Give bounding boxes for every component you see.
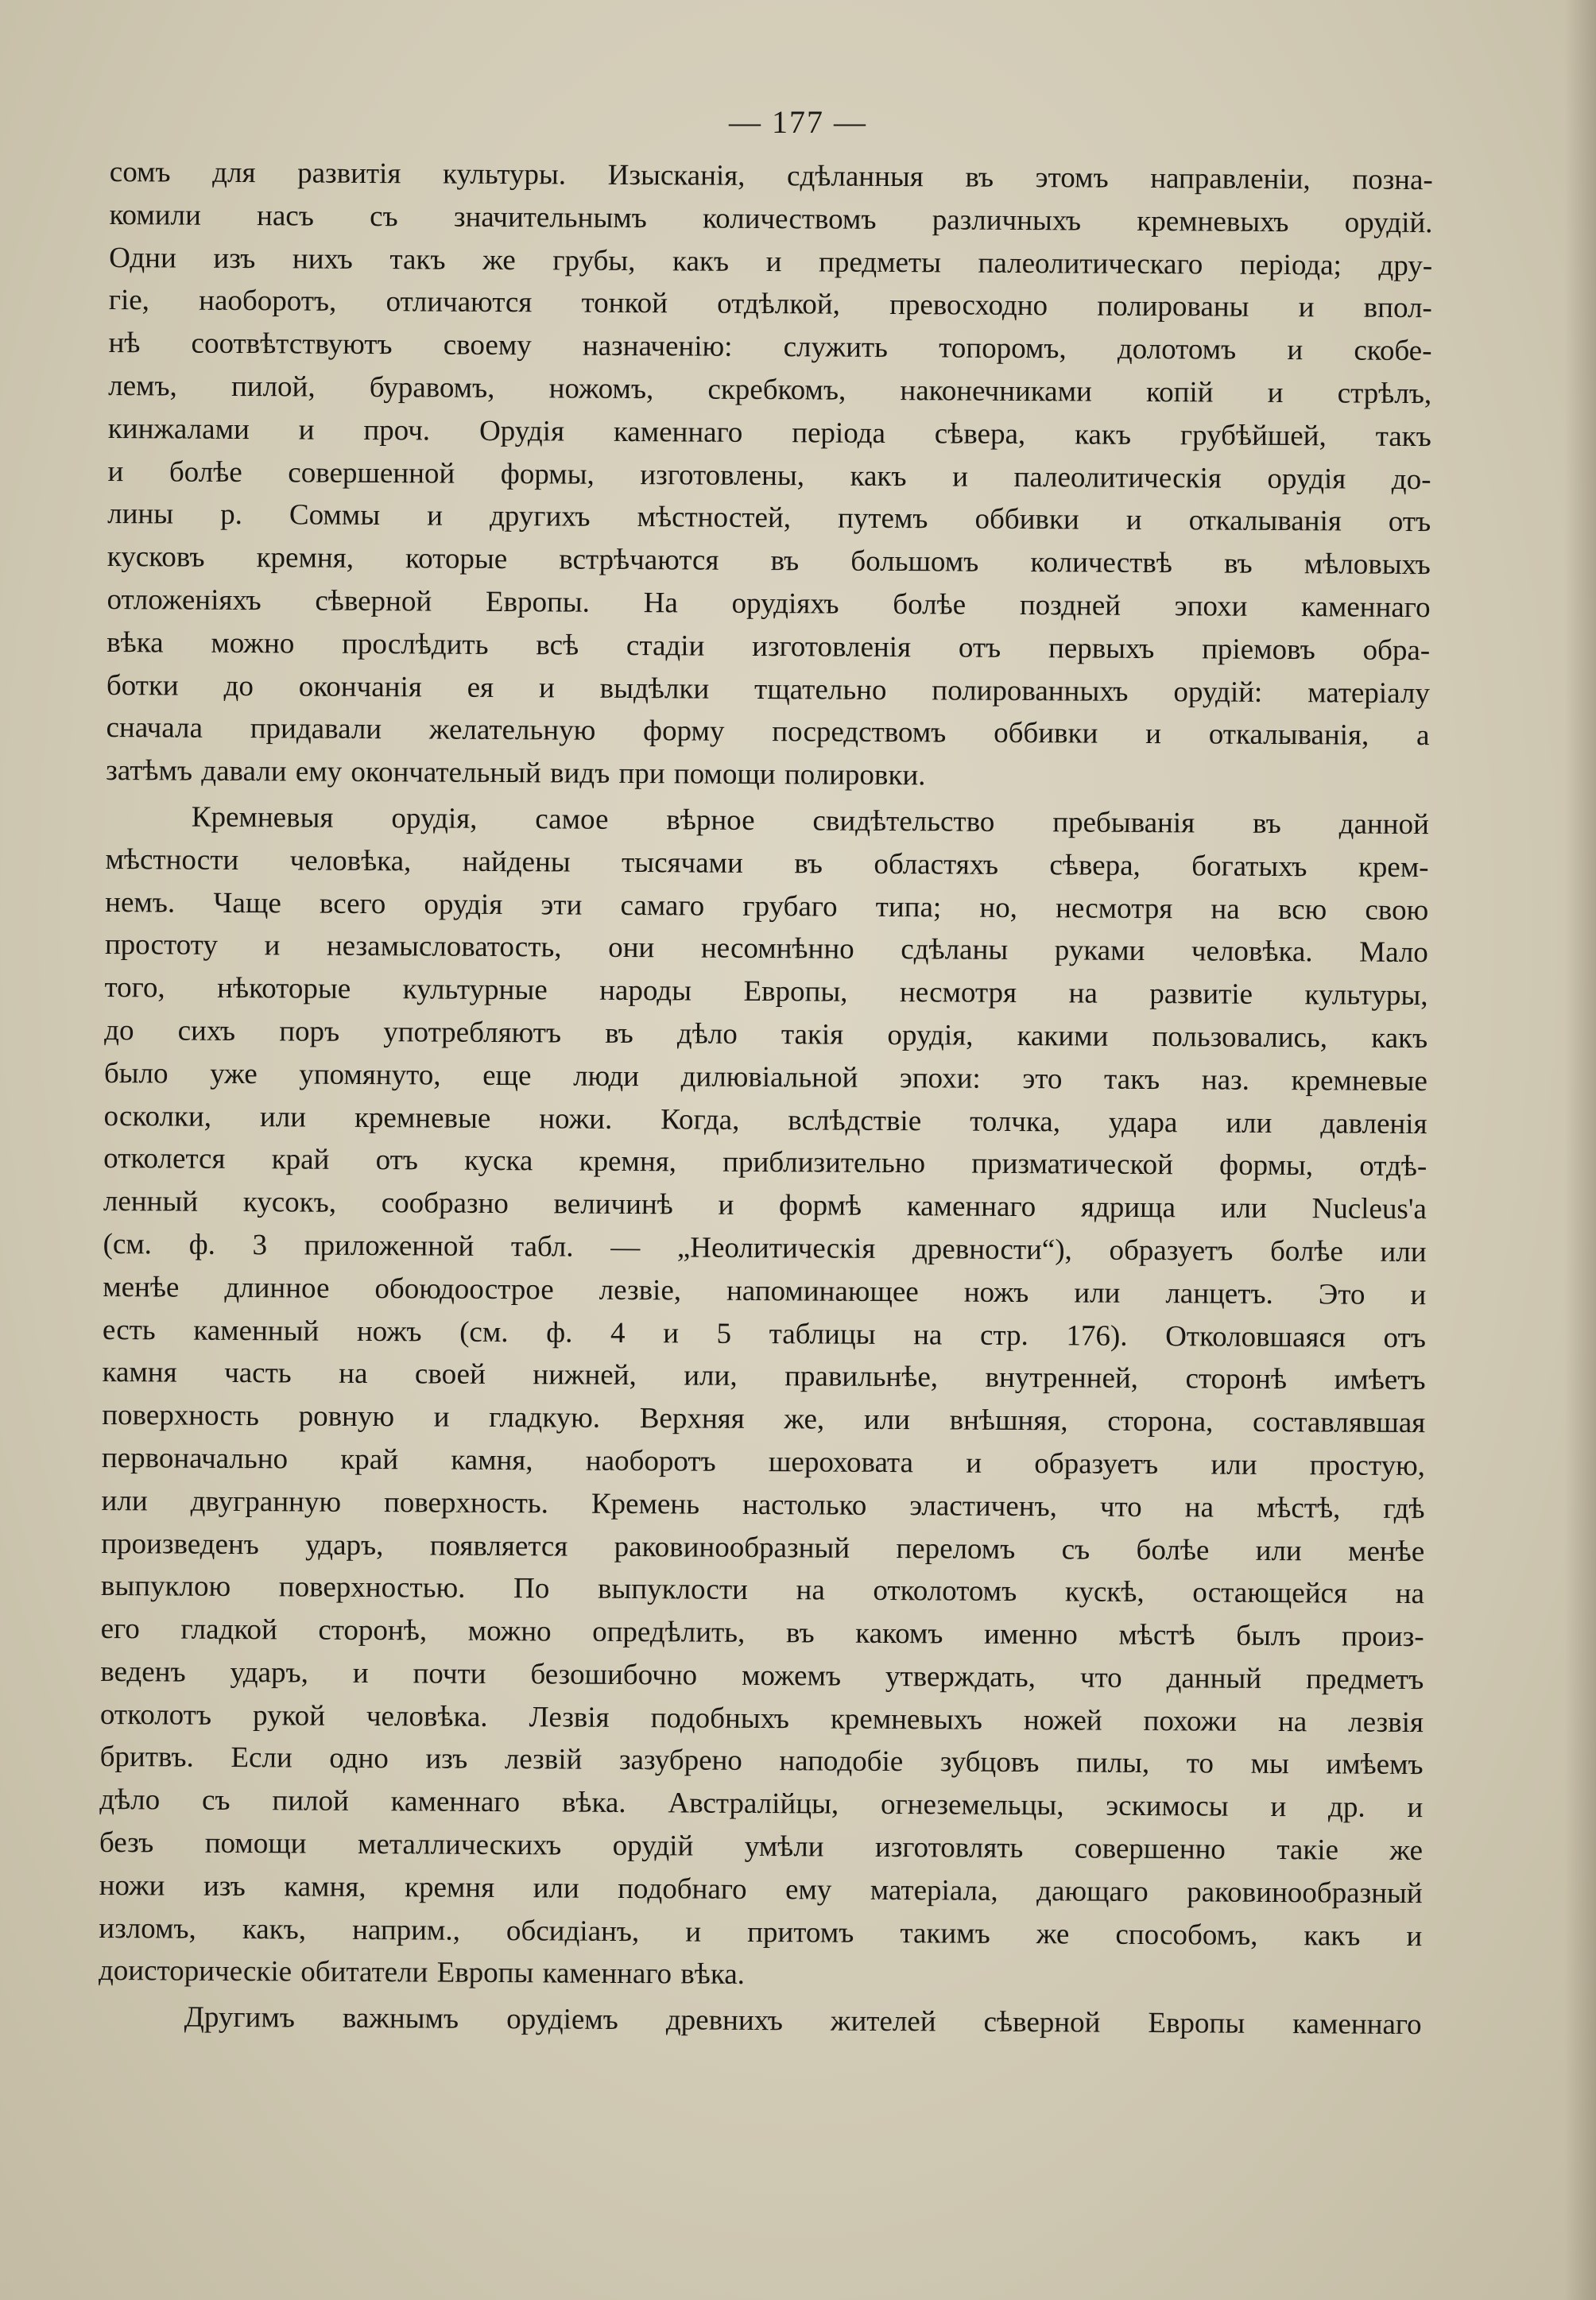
text-line: выпуклою поверхностью. По выпуклости на отколотомъ кускѣ, остающейся на [100,1570,1425,1611]
text-line: было уже упомянуто, еще люди дилювіальной эпохи: это такъ наз. кремневые [103,1056,1428,1098]
text-line: ленный кусокъ, сообразно величинѣ и формѣ каменнаго ядрища или Nucleus'а [103,1185,1427,1226]
text-line: и болѣе совершенной формы, изготовлены, какъ и палеолитическія орудія до- [107,455,1431,496]
text-line: лины р. Соммы и другихъ мѣстностей, путемъ оббивки и откалыванія отъ [107,498,1431,539]
text-line: вѣка можно прослѣдить всѣ стадіи изготовленія отъ первыхъ пріемовъ обра- [107,625,1431,667]
text-line: веденъ ударъ, и почти безошибочно можемъ утверждать, что данный предметъ [100,1655,1424,1697]
text-line: осколки, или кремневые ножи. Когда, вслѣдствіе толчка, удара или давленія [103,1099,1427,1140]
text-line: первоначально край камня, наоборотъ шероховата и образуетъ или простую, [101,1441,1426,1483]
text-line: лемъ, пилой, буравомъ, ножомъ, скребкомъ, наконечниками копій и стрѣлъ, [108,369,1432,411]
text-line: гіе, наоборотъ, отличаются тонкой отдѣлкой, превосходно полированы и впол- [108,284,1432,325]
text-line: сомъ для развитія культуры. Изысканія, сдѣланныя въ этомъ направленіи, позна- [109,155,1433,197]
text-line: того, нѣкоторые культурные народы Европы, несмотря на развитіе культуры, [104,971,1428,1013]
paragraph-3 [98,1996,1421,2046]
text-line: затѣмъ давали ему окончательный видъ при помощи полировки. [106,754,926,792]
text-line: Другимъ важнымъ орудіемъ древнихъ жителей сѣверной Европы каменнаго [184,2000,1422,2042]
paragraph-1 [106,151,1433,800]
text-line: бритвъ. Если одно изъ лезвій зазубрено наподобіе зубцовъ пилы, то мы имѣемъ [99,1740,1424,1782]
text-line: (см. ф. 3 приложенной табл. — „Неолитическія древности“), образуетъ болѣе или [103,1227,1427,1269]
text-line: простоту и незамысловатость, они несомнѣнно сдѣланы руками человѣка. Мало [104,928,1428,970]
text-line: нѣ соотвѣтствуютъ своему назначенію: служить топоромъ, долотомъ и скобе- [108,327,1432,368]
text-line: ножи изъ камня, кремня или подобнаго ему матеріала, дающаго раковинообразный [99,1868,1423,1911]
text-line: кинжалами и проч. Орудія каменнаго періода сѣвера, какъ грубѣйшей, такъ [107,412,1431,453]
paragraph-2 [99,796,1429,2000]
text-line: сначала придавали желательную форму посредствомъ оббивки и откалыванія, а [106,711,1430,753]
text-line: произведенъ ударъ, появляется раковинообразный переломъ съ болѣе или менѣе [101,1527,1425,1568]
text-line: кусковъ кремня, которые встрѣчаются въ большомъ количествѣ въ мѣловыхъ [107,540,1431,582]
text-line: отколотъ рукой человѣка. Лезвія подобныхъ кремневыхъ ножей похожи на лезвія [99,1698,1424,1739]
page-number: — 177 — [729,104,867,140]
text-line: изломъ, какъ, наприм., обсидіанъ, и притомъ такимъ же способомъ, какъ и [99,1911,1423,1953]
text-line: ботки до окончанія ея и выдѣлки тщательно полированныхъ орудій: матеріалу [106,668,1430,710]
text-line: его гладкой сторонѣ, можно опредѣлить, въ какомъ именно мѣстѣ былъ произ- [100,1613,1424,1654]
text-line: Кремневыя орудія, самое вѣрное свидѣтельство пребыванія въ данной [191,800,1429,842]
text-line: безъ помощи металлическихъ орудій умѣли изготовлять совершенно такіе же [99,1826,1424,1868]
text-line: Одни изъ нихъ такъ же грубы, какъ и предметы палеолитическаго періода; дру- [109,241,1433,282]
text-line: отложеніяхъ сѣверной Европы. На орудіяхъ болѣе поздней эпохи каменнаго [107,583,1431,625]
body-text [98,151,1433,2050]
text-line: поверхность ровную и гладкую. Верхняя же, или внѣшняя, сторона, составлявшая [102,1399,1426,1440]
text-line: отколется край отъ куска кремня, приблизительно призматической формы, отдѣ- [103,1142,1427,1183]
text-line: менѣе длинное обоюдоострое лезвіе, напоминающее ножъ или ланцетъ. Это и [103,1270,1427,1311]
text-line: или двугранную поверхность. Кремень настолько эластиченъ, что на мѣстѣ, гдѣ [101,1484,1425,1525]
text-line: комили насъ съ значительнымъ количествомъ различныхъ кремневыхъ орудій. [109,198,1433,239]
text-line: немъ. Чаще всего орудія эти самаго грубаго типа; но, несмотря на всю свою [105,885,1429,927]
text-line: дѣло съ пилой каменнаго вѣка. Австралійцы, огнеземельцы, эскимосы и др. и [99,1783,1424,1825]
text-line: камня часть на своей нижней, или, правильнѣе, внутренней, сторонѣ имѣетъ [102,1356,1426,1397]
text-line: до сихъ поръ употребляютъ въ дѣло такія орудія, какими пользовались, какъ [104,1013,1428,1055]
text-line: мѣстности человѣка, найдены тысячами въ областяхъ сѣвера, богатыхъ крем- [105,842,1429,884]
text-line: доисторическіе обитатели Европы каменнаго вѣка. [98,1954,746,1992]
text-line: есть каменный ножъ (см. ф. 4 и 5 таблицы на стр. 176). Отколовшаяся отъ [102,1313,1427,1354]
